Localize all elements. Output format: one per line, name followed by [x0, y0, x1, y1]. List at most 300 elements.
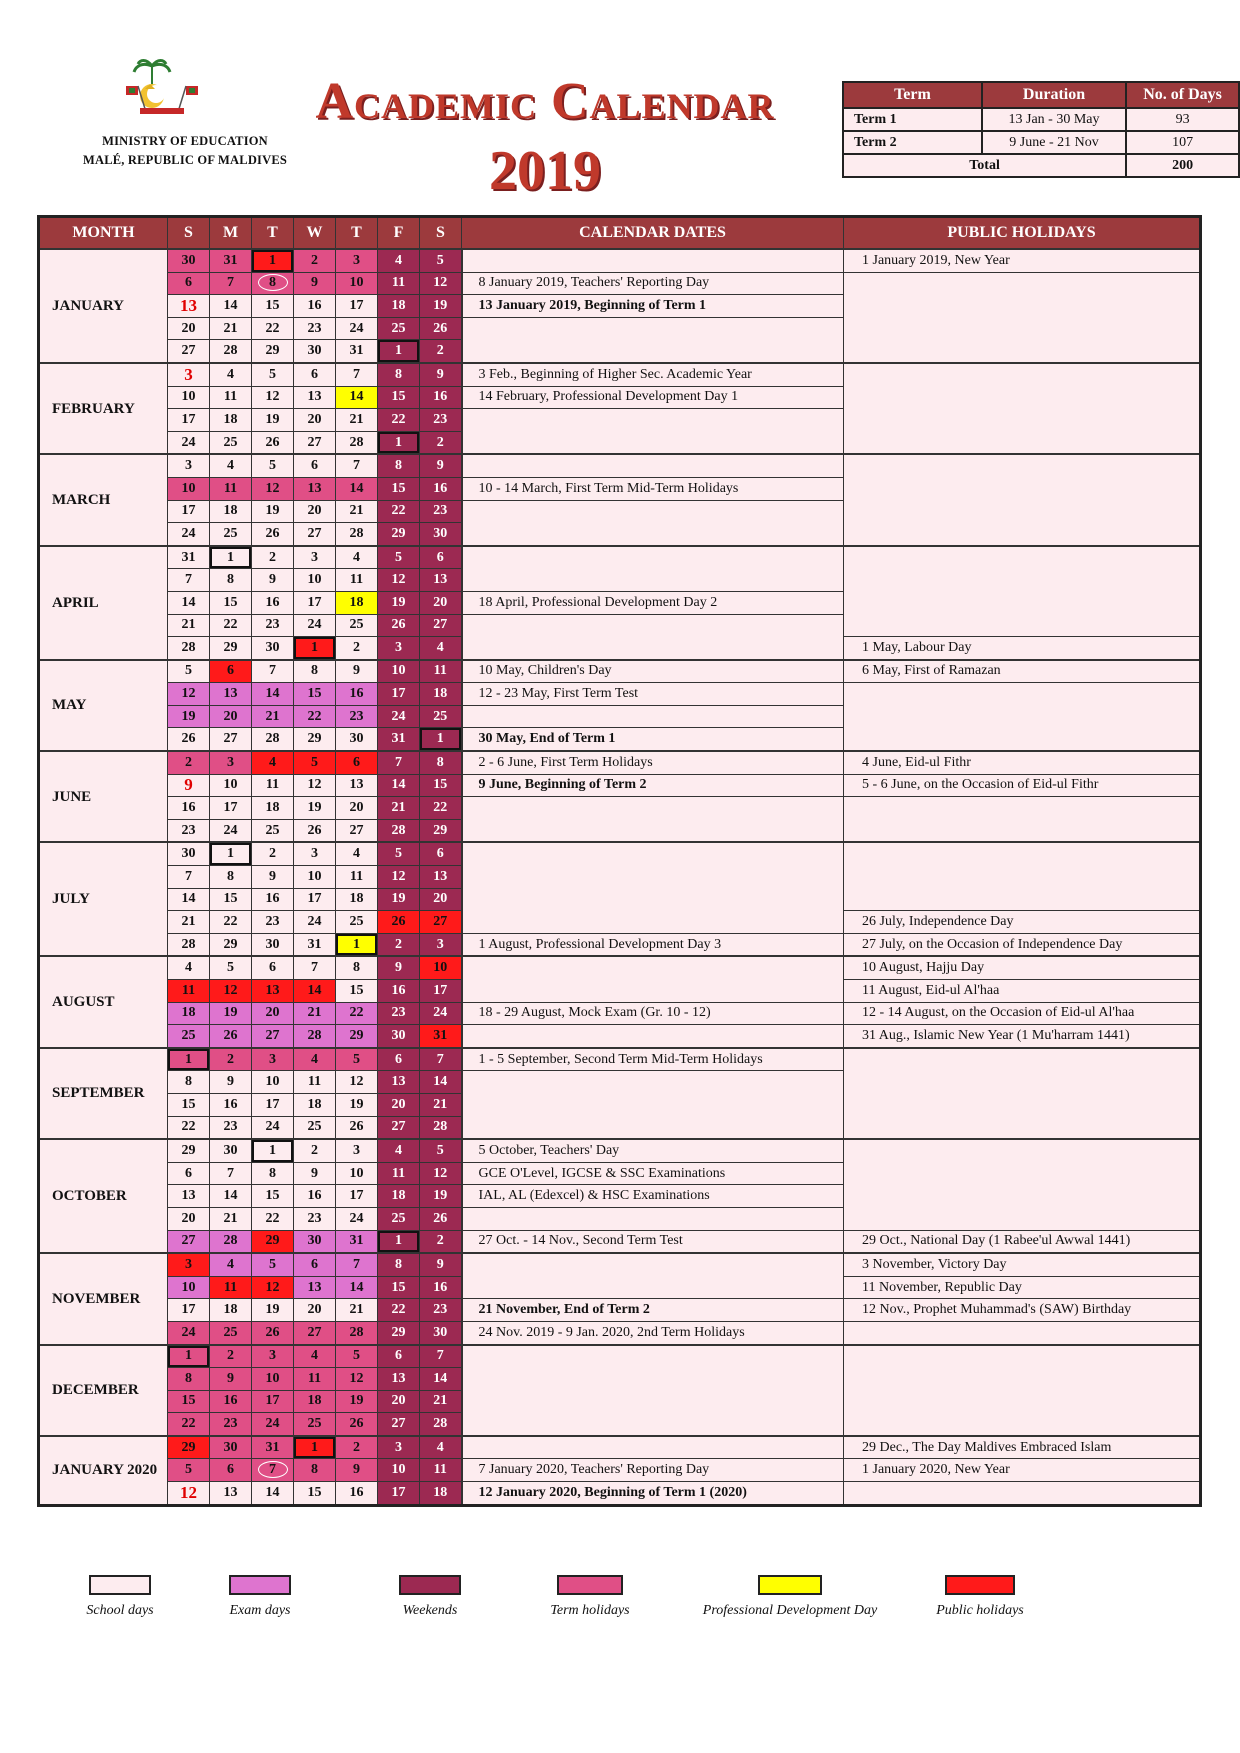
day-cell: 13: [168, 295, 210, 318]
legend-label: Weekends: [402, 1603, 458, 1618]
day-cell: 1: [294, 637, 336, 660]
day-cell: 8: [378, 454, 420, 477]
calendar-week-row: [39, 1139, 1201, 1162]
day-cell: 3: [294, 842, 336, 865]
public-holiday-note: [844, 523, 1201, 546]
month-name: MARCH: [39, 454, 168, 545]
public-holiday-note: 3 November, Victory Day: [844, 1253, 1201, 1276]
day-cell: 15: [294, 683, 336, 706]
day-cell: 28: [210, 340, 252, 363]
public-holiday-note: [844, 797, 1201, 820]
day-cell: 14: [378, 774, 420, 797]
calendar-date-note: 18 April, Professional Development Day 2: [462, 591, 844, 614]
day-cell: 30: [420, 523, 462, 546]
public-holiday-note: 4 June, Eid-ul Fithr: [844, 751, 1201, 774]
public-holiday-note: [844, 1345, 1201, 1368]
day-cell: 1: [336, 933, 378, 956]
day-cell: 12: [336, 1368, 378, 1391]
legend-item-school: [50, 1575, 190, 1619]
day-cell: 8: [378, 363, 420, 386]
day-cell: 7: [168, 569, 210, 592]
day-cell: 2: [168, 751, 210, 774]
calendar-week-row: [39, 546, 1201, 569]
day-cell: 22: [378, 1299, 420, 1322]
day-cell: 31: [294, 933, 336, 956]
day-cell: 10: [252, 1368, 294, 1391]
day-cell: 14: [336, 386, 378, 409]
public-holiday-note: [844, 1093, 1201, 1116]
day-cell: 2: [420, 431, 462, 454]
day-cell: 11: [210, 386, 252, 409]
day-cell: 1: [252, 249, 294, 272]
header-weekday: T: [252, 217, 294, 250]
header-public-holidays: PUBLIC HOLIDAYS: [844, 217, 1201, 250]
day-cell: 20: [168, 317, 210, 340]
day-cell: 2: [420, 1230, 462, 1253]
day-cell: 17: [294, 591, 336, 614]
calendar-date-note: [462, 431, 844, 454]
day-cell: 5: [252, 1253, 294, 1276]
day-cell: 30: [168, 249, 210, 272]
header-calendar-dates: CALENDAR DATES: [462, 217, 844, 250]
day-cell: 21: [210, 317, 252, 340]
day-cell: 7: [336, 363, 378, 386]
calendar-week-row: [39, 1162, 1201, 1185]
day-cell: 2: [210, 1048, 252, 1071]
day-cell: 23: [252, 911, 294, 934]
day-cell: 17: [252, 1390, 294, 1413]
day-cell: 26: [252, 431, 294, 454]
day-cell: 6: [378, 1345, 420, 1368]
public-holiday-note: [844, 272, 1201, 295]
calendar-date-note: 27 Oct. - 14 Nov., Second Term Test: [462, 1230, 844, 1253]
terms-total-days: 200: [1126, 154, 1239, 177]
calendar-week-row: [39, 1207, 1201, 1230]
day-cell: 1: [378, 431, 420, 454]
day-cell: 27: [378, 1413, 420, 1436]
public-holiday-note: [844, 705, 1201, 728]
day-cell: 14: [210, 295, 252, 318]
calendar-week-row: [39, 1413, 1201, 1436]
day-cell: 20: [336, 797, 378, 820]
day-cell: 2: [252, 842, 294, 865]
day-cell: 6: [378, 1048, 420, 1071]
day-cell: 19: [336, 1390, 378, 1413]
ministry-name: [40, 132, 330, 170]
page-title: Academic Calendar: [315, 73, 775, 130]
calendar-date-note: [462, 911, 844, 934]
day-cell: 2: [420, 340, 462, 363]
day-cell: 4: [294, 1048, 336, 1071]
day-cell: 13: [336, 774, 378, 797]
day-cell: 31: [336, 340, 378, 363]
day-cell: 28: [420, 1413, 462, 1436]
day-cell: 25: [210, 523, 252, 546]
public-holiday-note: 26 July, Independence Day: [844, 911, 1201, 934]
day-cell: 14: [252, 683, 294, 706]
day-cell: 18: [378, 295, 420, 318]
calendar-date-note: 10 - 14 March, First Term Mid-Term Holidays: [462, 477, 844, 500]
day-cell: 21: [210, 1207, 252, 1230]
calendar-date-note: [462, 1253, 844, 1276]
day-cell: 10: [168, 1276, 210, 1299]
public-holiday-note: [844, 569, 1201, 592]
day-cell: 21: [168, 911, 210, 934]
day-cell: 17: [210, 797, 252, 820]
day-cell: 9: [420, 363, 462, 386]
month-name: DECEMBER: [39, 1345, 168, 1436]
day-cell: 1: [168, 1048, 210, 1071]
day-cell: 16: [252, 888, 294, 911]
day-cell: 4: [420, 637, 462, 660]
day-cell: 17: [336, 1185, 378, 1208]
legend-label: Public holidays: [936, 1603, 1024, 1618]
day-cell: 8: [294, 1459, 336, 1482]
public-holiday-note: 29 Oct., National Day (1 Rabee'ul Awwal 1441): [844, 1230, 1201, 1253]
day-cell: 19: [378, 591, 420, 614]
day-cell: 3: [420, 933, 462, 956]
day-cell: 22: [210, 911, 252, 934]
day-cell: 31: [252, 1436, 294, 1459]
day-cell: 17: [336, 295, 378, 318]
day-cell: 4: [336, 842, 378, 865]
day-cell: 11: [378, 272, 420, 295]
calendar-date-note: 1 - 5 September, Second Term Mid-Term Holidays: [462, 1048, 844, 1071]
public-holiday-note: [844, 409, 1201, 432]
day-cell: 17: [378, 683, 420, 706]
day-cell: 30: [252, 637, 294, 660]
day-cell: 15: [210, 888, 252, 911]
calendar-date-note: GCE O'Level, IGCSE & SSC Examinations: [462, 1162, 844, 1185]
day-cell: 23: [336, 705, 378, 728]
day-cell: 3: [378, 637, 420, 660]
day-cell: 21: [378, 797, 420, 820]
day-cell: 18: [210, 1299, 252, 1322]
public-holiday-note: 27 July, on the Occasion of Independence Day: [844, 933, 1201, 956]
calendar-week-row: [39, 1459, 1201, 1482]
calendar-week-row: [39, 660, 1201, 683]
day-cell: 2: [336, 1436, 378, 1459]
calendar-date-note: [462, 1207, 844, 1230]
day-cell: 16: [168, 797, 210, 820]
day-cell: 9: [294, 1162, 336, 1185]
day-cell: 31: [378, 728, 420, 751]
day-cell: 9: [168, 774, 210, 797]
term-days: 93: [1126, 108, 1239, 131]
day-cell: 16: [336, 683, 378, 706]
calendar-date-note: [462, 819, 844, 842]
day-cell: 22: [210, 614, 252, 637]
day-cell: 18: [378, 1185, 420, 1208]
day-cell: 27: [420, 911, 462, 934]
calendar-date-note: [462, 888, 844, 911]
calendar-date-note: 10 May, Children's Day: [462, 660, 844, 683]
public-holiday-note: [844, 683, 1201, 706]
day-cell: 25: [210, 431, 252, 454]
day-cell: 15: [252, 1185, 294, 1208]
calendar-date-note: 12 - 23 May, First Term Test: [462, 683, 844, 706]
day-cell: 29: [378, 1321, 420, 1344]
day-cell: 5: [336, 1048, 378, 1071]
day-cell: 24: [168, 523, 210, 546]
day-cell: 20: [168, 1207, 210, 1230]
day-cell: 31: [168, 546, 210, 569]
day-cell: 24: [420, 1002, 462, 1025]
day-cell: 30: [210, 1139, 252, 1162]
day-cell: 1: [294, 1436, 336, 1459]
public-holiday-note: 29 Dec., The Day Maldives Embraced Islam: [844, 1436, 1201, 1459]
day-cell: 5: [378, 546, 420, 569]
day-cell: 3: [168, 1253, 210, 1276]
day-cell: 25: [294, 1413, 336, 1436]
day-cell: 28: [168, 637, 210, 660]
day-cell: 3: [252, 1345, 294, 1368]
day-cell: 8: [252, 272, 294, 295]
calendar-week-row: [39, 728, 1201, 751]
terms-table: [842, 81, 1240, 178]
day-cell: 13: [420, 569, 462, 592]
day-cell: 12: [294, 774, 336, 797]
day-cell: 20: [294, 409, 336, 432]
header-weekday: T: [336, 217, 378, 250]
ministry-line-2: MALÉ, REPUBLIC OF MALDIVES: [82, 153, 288, 167]
day-cell: 24: [336, 1207, 378, 1230]
public-holiday-note: [844, 454, 1201, 477]
day-cell: 6: [210, 660, 252, 683]
day-cell: 24: [210, 819, 252, 842]
day-cell: 30: [168, 842, 210, 865]
day-cell: 12: [168, 683, 210, 706]
calendar-date-note: [462, 866, 844, 889]
day-cell: 26: [420, 1207, 462, 1230]
page-header: [0, 0, 1240, 210]
day-cell: 3: [252, 1048, 294, 1071]
calendar-week-row: [39, 1276, 1201, 1299]
day-cell: 23: [294, 1207, 336, 1230]
day-cell: 16: [420, 386, 462, 409]
calendar-week-row: [39, 363, 1201, 386]
terms-header-term: Term: [843, 82, 982, 108]
day-cell: 13: [378, 1368, 420, 1391]
day-cell: 7: [210, 272, 252, 295]
day-cell: 7: [420, 1048, 462, 1071]
calendar-week-row: [39, 569, 1201, 592]
day-cell: 19: [252, 409, 294, 432]
day-cell: 24: [378, 705, 420, 728]
day-cell: 4: [168, 956, 210, 979]
day-cell: 6: [210, 1459, 252, 1482]
month-name: JANUARY 2020: [39, 1436, 168, 1505]
public-holiday-note: [844, 317, 1201, 340]
day-cell: 15: [252, 295, 294, 318]
day-cell: 19: [336, 1093, 378, 1116]
day-cell: 22: [252, 317, 294, 340]
day-cell: 26: [210, 1025, 252, 1048]
calendar-date-note: [462, 956, 844, 979]
calendar-header-row: [39, 217, 1201, 250]
public-holiday-note: [844, 1321, 1201, 1344]
day-cell: 14: [336, 477, 378, 500]
public-holiday-note: [844, 363, 1201, 386]
public-holiday-note: [844, 1207, 1201, 1230]
public-holiday-note: [844, 1162, 1201, 1185]
calendar-date-note: [462, 454, 844, 477]
day-cell: 10: [168, 386, 210, 409]
public-holiday-note: [844, 1413, 1201, 1436]
day-cell: 16: [336, 1482, 378, 1506]
day-cell: 17: [168, 409, 210, 432]
day-cell: 27: [420, 614, 462, 637]
calendar-date-note: IAL, AL (Edexcel) & HSC Examinations: [462, 1185, 844, 1208]
calendar-date-note: [462, 1436, 844, 1459]
legend-item-prof: [680, 1575, 900, 1619]
public-holiday-note: 5 - 6 June, on the Occasion of Eid-ul Fithr: [844, 774, 1201, 797]
legend-label: Professional Development Day: [702, 1603, 878, 1618]
calendar-week-row: [39, 386, 1201, 409]
day-cell: 17: [168, 1299, 210, 1322]
day-cell: 28: [252, 728, 294, 751]
day-cell: 22: [420, 797, 462, 820]
day-cell: 8: [378, 1253, 420, 1276]
day-cell: 2: [210, 1345, 252, 1368]
calendar-date-note: [462, 797, 844, 820]
day-cell: 24: [252, 1413, 294, 1436]
day-cell: 15: [168, 1093, 210, 1116]
day-cell: 19: [252, 500, 294, 523]
day-cell: 26: [252, 1321, 294, 1344]
legend-item-weekend: [360, 1575, 500, 1619]
calendar-date-note: [462, 614, 844, 637]
day-cell: 18: [210, 500, 252, 523]
day-cell: 27: [294, 1321, 336, 1344]
day-cell: 22: [378, 500, 420, 523]
day-cell: 30: [252, 933, 294, 956]
day-cell: 1: [168, 1345, 210, 1368]
day-cell: 10: [420, 956, 462, 979]
day-cell: 3: [168, 454, 210, 477]
day-cell: 21: [336, 1299, 378, 1322]
header-weekday: S: [420, 217, 462, 250]
day-cell: 31: [420, 1025, 462, 1048]
calendar-date-note: 9 June, Beginning of Term 2: [462, 774, 844, 797]
public-holiday-note: 12 - 14 August, on the Occasion of Eid-ul Al'haa: [844, 1002, 1201, 1025]
calendar-date-note: [462, 705, 844, 728]
public-holiday-note: [844, 1185, 1201, 1208]
calendar-week-row: [39, 591, 1201, 614]
day-cell: 23: [210, 1413, 252, 1436]
public-holiday-note: [844, 431, 1201, 454]
calendar-date-note: [462, 1368, 844, 1391]
day-cell: 25: [336, 614, 378, 637]
day-cell: 28: [168, 933, 210, 956]
day-cell: 30: [420, 1321, 462, 1344]
legend-swatch: [229, 1575, 291, 1595]
day-cell: 11: [294, 1071, 336, 1094]
day-cell: 15: [336, 980, 378, 1003]
day-cell: 12: [420, 272, 462, 295]
calendar-date-note: [462, 842, 844, 865]
day-cell: 12: [378, 569, 420, 592]
day-cell: 11: [420, 1459, 462, 1482]
public-holiday-note: [844, 866, 1201, 889]
day-cell: 26: [336, 1116, 378, 1139]
day-cell: 14: [168, 888, 210, 911]
day-cell: 20: [378, 1093, 420, 1116]
calendar-week-row: [39, 1048, 1201, 1071]
day-cell: 29: [168, 1436, 210, 1459]
legend-item-exam: [190, 1575, 330, 1619]
day-cell: 8: [210, 569, 252, 592]
calendar-week-row: [39, 819, 1201, 842]
calendar-week-row: [39, 477, 1201, 500]
day-cell: 22: [336, 1002, 378, 1025]
day-cell: 4: [210, 1253, 252, 1276]
calendar-week-row: [39, 1071, 1201, 1094]
day-cell: 13: [294, 386, 336, 409]
public-holiday-note: [844, 1048, 1201, 1071]
day-cell: 31: [210, 249, 252, 272]
day-cell: 4: [210, 363, 252, 386]
day-cell: 3: [336, 1139, 378, 1162]
day-cell: 28: [378, 819, 420, 842]
day-cell: 3: [294, 546, 336, 569]
day-cell: 30: [378, 1025, 420, 1048]
day-cell: 25: [378, 1207, 420, 1230]
day-cell: 15: [378, 1276, 420, 1299]
calendar-week-row: [39, 980, 1201, 1003]
day-cell: 13: [210, 1482, 252, 1506]
day-cell: 28: [336, 1321, 378, 1344]
calendar-table: [37, 215, 1202, 1507]
legend-swatch: [945, 1575, 1015, 1595]
day-cell: 26: [378, 911, 420, 934]
day-cell: 16: [252, 591, 294, 614]
day-cell: 12: [336, 1071, 378, 1094]
public-holiday-note: [844, 340, 1201, 363]
day-cell: 10: [210, 774, 252, 797]
day-cell: 28: [336, 431, 378, 454]
day-cell: 23: [420, 409, 462, 432]
day-cell: 25: [294, 1116, 336, 1139]
calendar-week-row: [39, 933, 1201, 956]
calendar-week-row: [39, 1230, 1201, 1253]
day-cell: 13: [294, 1276, 336, 1299]
day-cell: 20: [378, 1390, 420, 1413]
day-cell: 25: [252, 819, 294, 842]
calendar-date-note: [462, 1071, 844, 1094]
day-cell: 5: [252, 363, 294, 386]
day-cell: 11: [378, 1162, 420, 1185]
calendar-date-note: [462, 546, 844, 569]
calendar-week-row: [39, 1345, 1201, 1368]
day-cell: 11: [210, 1276, 252, 1299]
day-cell: 8: [294, 660, 336, 683]
day-cell: 4: [210, 454, 252, 477]
day-cell: 13: [420, 866, 462, 889]
ministry-line-1: MINISTRY OF EDUCATION: [102, 134, 268, 148]
day-cell: 26: [378, 614, 420, 637]
day-cell: 18: [336, 591, 378, 614]
day-cell: 2: [252, 546, 294, 569]
day-cell: 5: [168, 660, 210, 683]
day-cell: 22: [294, 705, 336, 728]
public-holiday-note: [844, 1390, 1201, 1413]
day-cell: 15: [378, 477, 420, 500]
day-cell: 7: [336, 454, 378, 477]
day-cell: 23: [294, 317, 336, 340]
calendar-week-row: [39, 454, 1201, 477]
day-cell: 11: [294, 1368, 336, 1391]
